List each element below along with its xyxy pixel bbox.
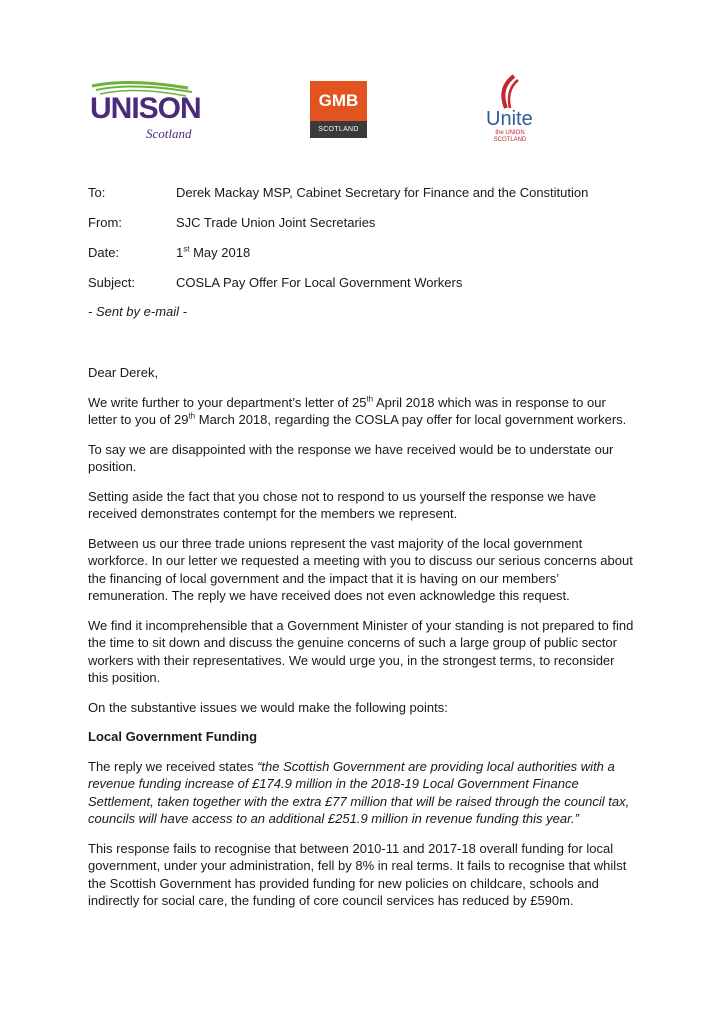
- paragraph-2: To say we are disappointed with the response we have received would be to understate our position.: [88, 441, 614, 474]
- paragraph-7: [88, 758, 636, 828]
- unison-logo-subtext: Scotland: [146, 126, 192, 141]
- date-rest: May 2018: [189, 245, 251, 260]
- unison-logo-text: UNISON: [90, 92, 201, 125]
- paragraph-1: [88, 394, 636, 429]
- paragraph-5: We find it incomprehensible that a Government Minister of your standing is not prepared to find the time to sit down and discuss the genuine concerns of such a large group of public sector workers with their representatives. We would urge you, in the strongest terms, to reconsider this position.: [88, 617, 634, 685]
- letter-body: [88, 364, 636, 922]
- p7-intro: The reply we received states: [88, 758, 258, 774]
- to-value: Derek Mackay MSP, Cabinet Secretary for Finance and the Constitution: [176, 185, 589, 200]
- unite-scotland-logo: [484, 74, 534, 146]
- p1-sup-1: th: [366, 394, 374, 404]
- paragraph-3: Setting aside the fact that you chose not to respond to us yourself the response we have received demonstrates contempt for the members we represent.: [88, 488, 597, 521]
- unite-sub-line2: SCOTLAND: [493, 137, 527, 143]
- unite-logo-subtext: [490, 130, 530, 144]
- logo-bar: [0, 70, 724, 150]
- unite-logo-text: Unite: [486, 108, 533, 130]
- sent-by-email-note: - Sent by e-mail -: [88, 304, 187, 319]
- p7-quote: “the Scottish Government are providing local authorities with a revenue funding increase of £174.9 million in the 2018-19 Local Government Finance Settlement, taken together with the extra £77 million that will be raised through the council tax, councils will have access to an additional £251.9 million in revenue funding this year.”: [88, 758, 630, 826]
- subject-value: COSLA Pay Offer For Local Government Workers: [176, 275, 463, 290]
- unite-flame-icon: [484, 74, 534, 110]
- gmb-logo-text: GMB: [310, 81, 367, 121]
- gmb-scotland-logo: [310, 81, 367, 138]
- gmb-logo-subtext: SCOTLAND: [310, 121, 367, 138]
- paragraph-4: Between us our three trade unions represent the vast majority of the local government workforce. In our letter we requested a meeting with you to discuss our serious concerns about the financing of local government and the impact that it is having on our members’ remuneration. The reply we have received does not even acknowledge this request.: [88, 535, 633, 603]
- p1-part-b: April 2018 which was in response to our letter to you of 29: [88, 394, 606, 427]
- salutation: Dear Derek,: [88, 365, 159, 380]
- paragraph-6: On the substantive issues we would make the following points:: [88, 699, 448, 715]
- from-label: From:: [88, 215, 122, 230]
- date-label: Date:: [88, 245, 120, 260]
- to-label: To:: [88, 185, 106, 200]
- date-value: [176, 245, 250, 260]
- date-suffix: st: [183, 244, 190, 254]
- unite-sub-line1: the UNION: [495, 130, 525, 136]
- date-day: 1: [176, 245, 184, 260]
- p1-sup-2: th: [188, 411, 196, 421]
- unison-scotland-logo: [88, 76, 208, 142]
- from-value: SJC Trade Union Joint Secretaries: [176, 215, 376, 230]
- subject-label: Subject:: [88, 275, 135, 290]
- p1-part-c: March 2018, regarding the COSLA pay offer for local government workers.: [195, 412, 627, 427]
- p1-part-a: We write further to your department’s letter of 25: [88, 394, 367, 410]
- section-heading: Local Government Funding: [88, 729, 258, 744]
- paragraph-8: This response fails to recognise that between 2010-11 and 2017-18 overall funding for local government, under your administration, fell by 8% in real terms. It fails to recognise that whilst the Scottish Government has provided funding for new policies on childcare, schools and indirectly for social care, the funding of core council services has reduced by £590m.: [88, 840, 627, 908]
